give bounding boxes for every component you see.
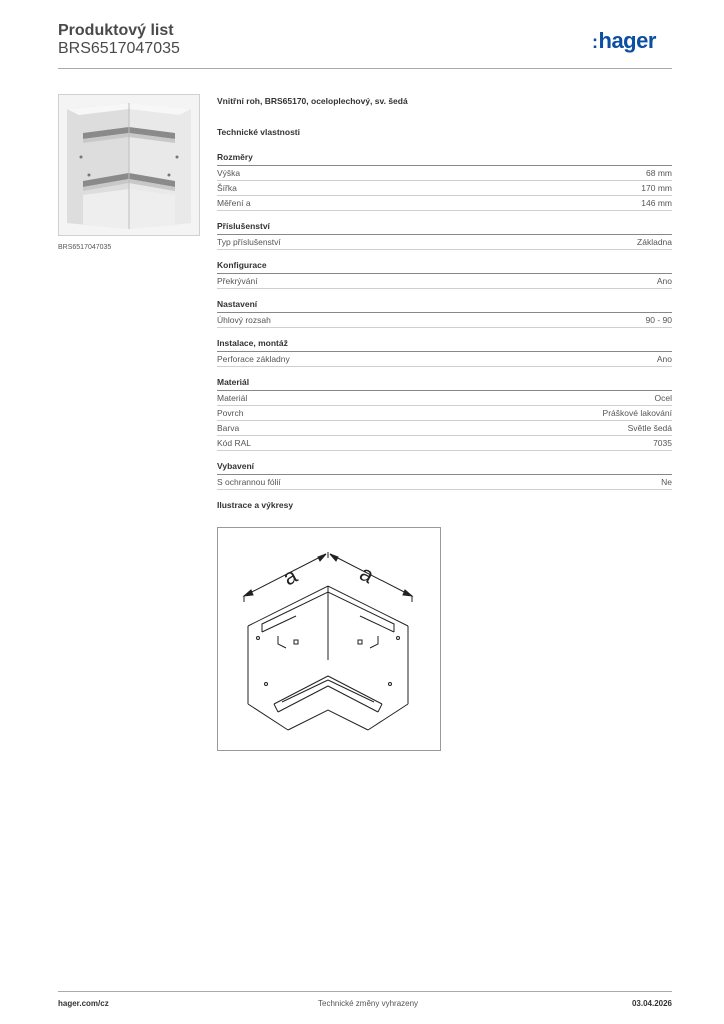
section-title: Instalace, montáž <box>217 338 672 352</box>
section-instalace <box>217 338 672 367</box>
spec-label: Typ příslušenství <box>217 237 281 247</box>
spec-row <box>217 436 672 451</box>
spec-label: Šířka <box>217 183 237 193</box>
spec-row <box>217 475 672 490</box>
spec-label: Měření a <box>217 198 251 208</box>
footer-note: Technické změny vyhrazeny <box>318 999 419 1008</box>
spec-value: Ano <box>656 276 672 286</box>
illustration-heading: Ilustrace a výkresy <box>217 500 294 510</box>
spec-value: Ocel <box>654 393 672 403</box>
section-title: Materiál <box>217 377 672 391</box>
section-vybaveni <box>217 461 672 490</box>
spec-label: Povrch <box>217 408 244 418</box>
section-rozmery <box>217 152 672 211</box>
section-title: Příslušenství <box>217 221 672 235</box>
corner-outline <box>248 586 408 730</box>
product-description: Vnitřní roh, BRS65170, oceloplechový, sv. šedá <box>217 96 408 106</box>
spec-value: 90 - 90 <box>645 315 672 325</box>
section-nastaveni <box>217 299 672 328</box>
technical-drawing <box>217 527 441 751</box>
spec-row <box>217 391 672 406</box>
dim-label-right: a <box>355 560 379 589</box>
spec-row <box>217 352 672 367</box>
footer-divider <box>58 991 672 992</box>
page-title: Produktový list <box>58 22 174 39</box>
spec-value: Základna <box>637 237 672 247</box>
spec-row <box>217 196 672 211</box>
spec-label: Úhlový rozsah <box>217 315 271 325</box>
footer-website[interactable]: hager.com/cz <box>58 999 109 1008</box>
spec-value: 170 mm <box>641 183 672 193</box>
footer-date: 03.04.2026 <box>631 999 672 1008</box>
spec-label: Materiál <box>217 393 248 403</box>
section-prislusenstvi <box>217 221 672 250</box>
dim-label-left: a <box>278 562 302 591</box>
hager-logo: :hager <box>592 28 656 53</box>
section-title: Nastavení <box>217 299 672 313</box>
spec-label: Perforace základny <box>217 354 290 364</box>
spec-value: Práškové lakování <box>602 408 672 418</box>
product-photo <box>58 94 200 236</box>
section-title: Rozměry <box>217 152 672 166</box>
spec-value: 7035 <box>653 438 672 448</box>
header-divider <box>58 68 672 69</box>
spec-row <box>217 181 672 196</box>
spec-row <box>217 166 672 181</box>
spec-label: Kód RAL <box>217 438 252 448</box>
product-code: BRS6517047035 <box>58 40 180 57</box>
spec-value: 68 mm <box>646 168 672 178</box>
spec-label: Výška <box>217 168 241 178</box>
spec-row <box>217 313 672 328</box>
spec-row <box>217 274 672 289</box>
spec-row <box>217 235 672 250</box>
section-title: Konfigurace <box>217 260 672 274</box>
spec-panel <box>217 96 672 510</box>
spec-value: Ne <box>661 477 672 487</box>
spec-value: 146 mm <box>641 198 672 208</box>
tech-heading: Technické vlastnosti <box>217 127 300 137</box>
section-konfigurace <box>217 260 672 289</box>
spec-label: S ochrannou fólií <box>217 477 281 487</box>
spec-row <box>217 421 672 436</box>
spec-label: Barva <box>217 423 240 433</box>
spec-value: Světle šedá <box>627 423 672 433</box>
spec-value: Ano <box>656 354 672 364</box>
spec-row <box>217 406 672 421</box>
photo-caption: BRS6517047035 <box>58 244 112 251</box>
section-title: Vybavení <box>217 461 672 475</box>
spec-label: Překrývání <box>217 276 258 286</box>
section-material <box>217 377 672 451</box>
